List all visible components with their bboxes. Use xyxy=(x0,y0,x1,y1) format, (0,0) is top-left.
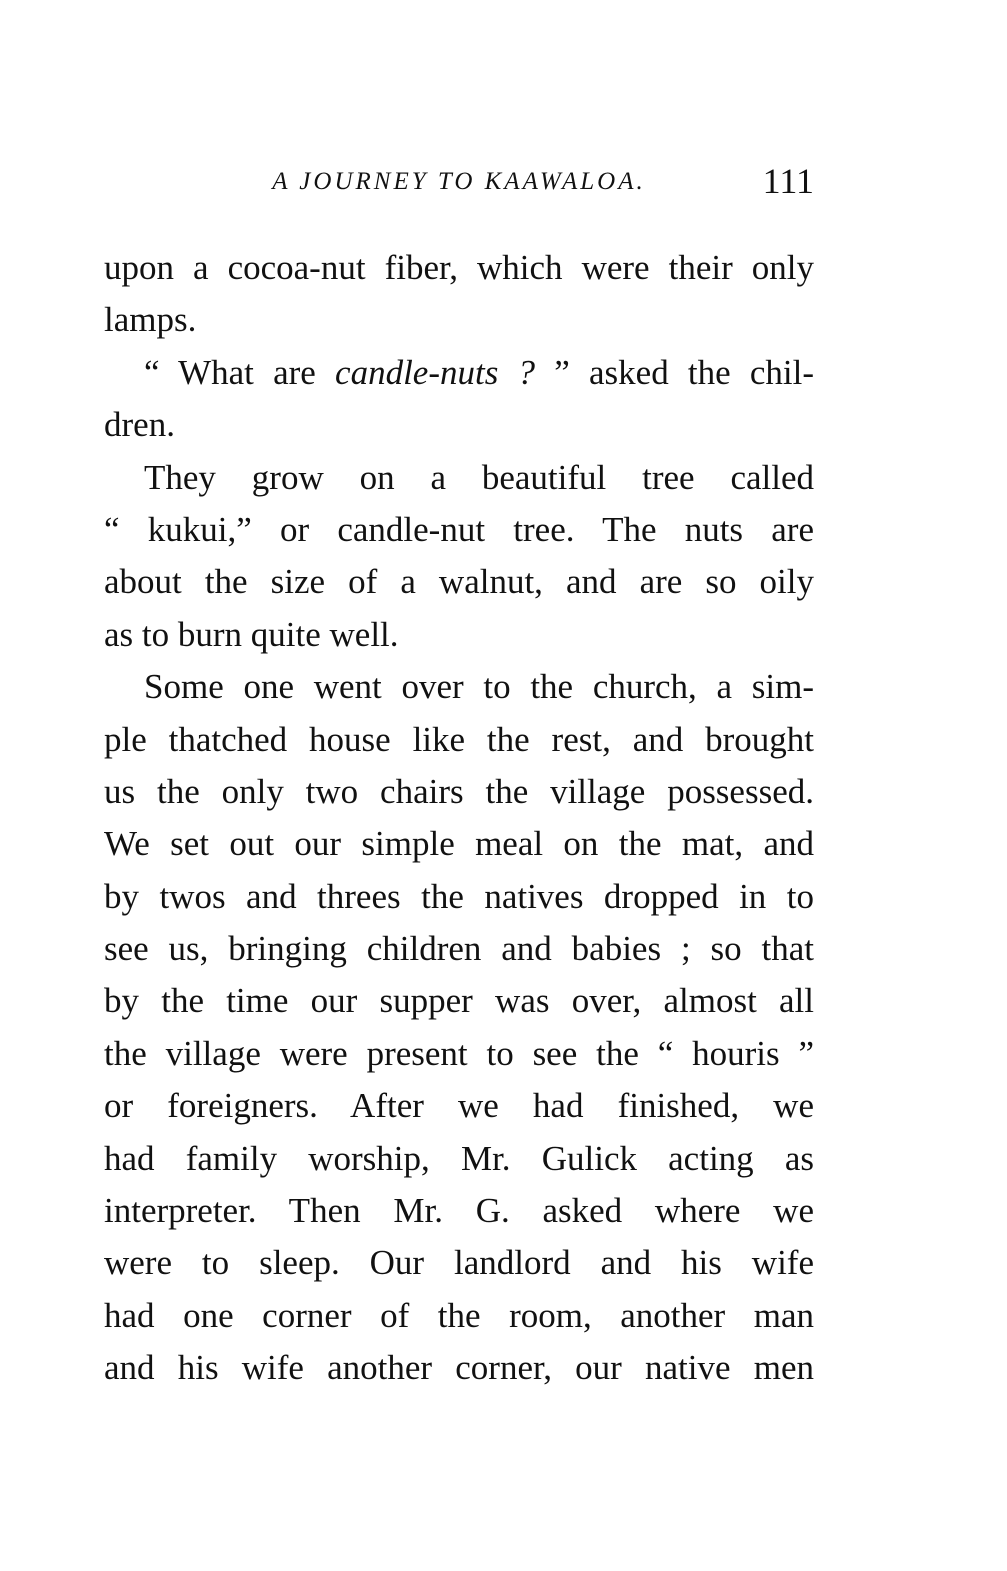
body-text xyxy=(104,242,814,1395)
text-line: had family worship, Mr. Gulick acting as xyxy=(104,1138,814,1178)
text-line: were to sleep. Our landlord and his wife xyxy=(104,1243,814,1283)
paragraph-start-line xyxy=(104,347,814,399)
text-line: see us, bringing children and babies ; so that xyxy=(104,929,814,969)
text-line: the village were present to see the “ houris ” xyxy=(104,1033,814,1073)
text-line: by twos and threes the natives dropped in to xyxy=(104,876,814,916)
text-line: lamps. xyxy=(104,300,197,340)
dialogue-close: ” asked the chil- xyxy=(535,352,815,392)
paragraph-start-line: They grow on a beautiful tree called xyxy=(144,457,814,497)
text-line: ple thatched house like the rest, and brought xyxy=(104,719,814,759)
running-title: A JOURNEY TO KAAWALOA. xyxy=(272,168,646,195)
text-line: “ kukui,” or candle-nut tree. The nuts are xyxy=(104,509,814,549)
text-line: us the only two chairs the village possessed. xyxy=(104,771,814,811)
dialogue-open: “ What are xyxy=(144,352,336,392)
text-line: upon a cocoa-nut fiber, which were their only xyxy=(104,248,814,287)
text-line: or foreigners. After we had finished, we xyxy=(104,1086,814,1126)
text-line: about the size of a walnut, and are so oily xyxy=(104,562,814,602)
text-line: and his wife another corner, our native men xyxy=(104,1348,814,1388)
text-line: as to burn quite well. xyxy=(104,614,399,654)
page-number: 111 xyxy=(762,161,814,201)
italic-term: candle-nuts ? xyxy=(335,352,536,392)
text-line: by the time our supper was over, almost all xyxy=(104,981,814,1021)
text-line: dren. xyxy=(104,405,175,445)
text-line: had one corner of the room, another man xyxy=(104,1295,814,1335)
paragraph-start-line: Some one went over to the church, a sim- xyxy=(144,667,814,707)
text-line: We set out our simple meal on the mat, and xyxy=(104,824,814,864)
running-head xyxy=(104,160,814,204)
text-line: interpreter. Then Mr. G. asked where we xyxy=(104,1191,814,1231)
